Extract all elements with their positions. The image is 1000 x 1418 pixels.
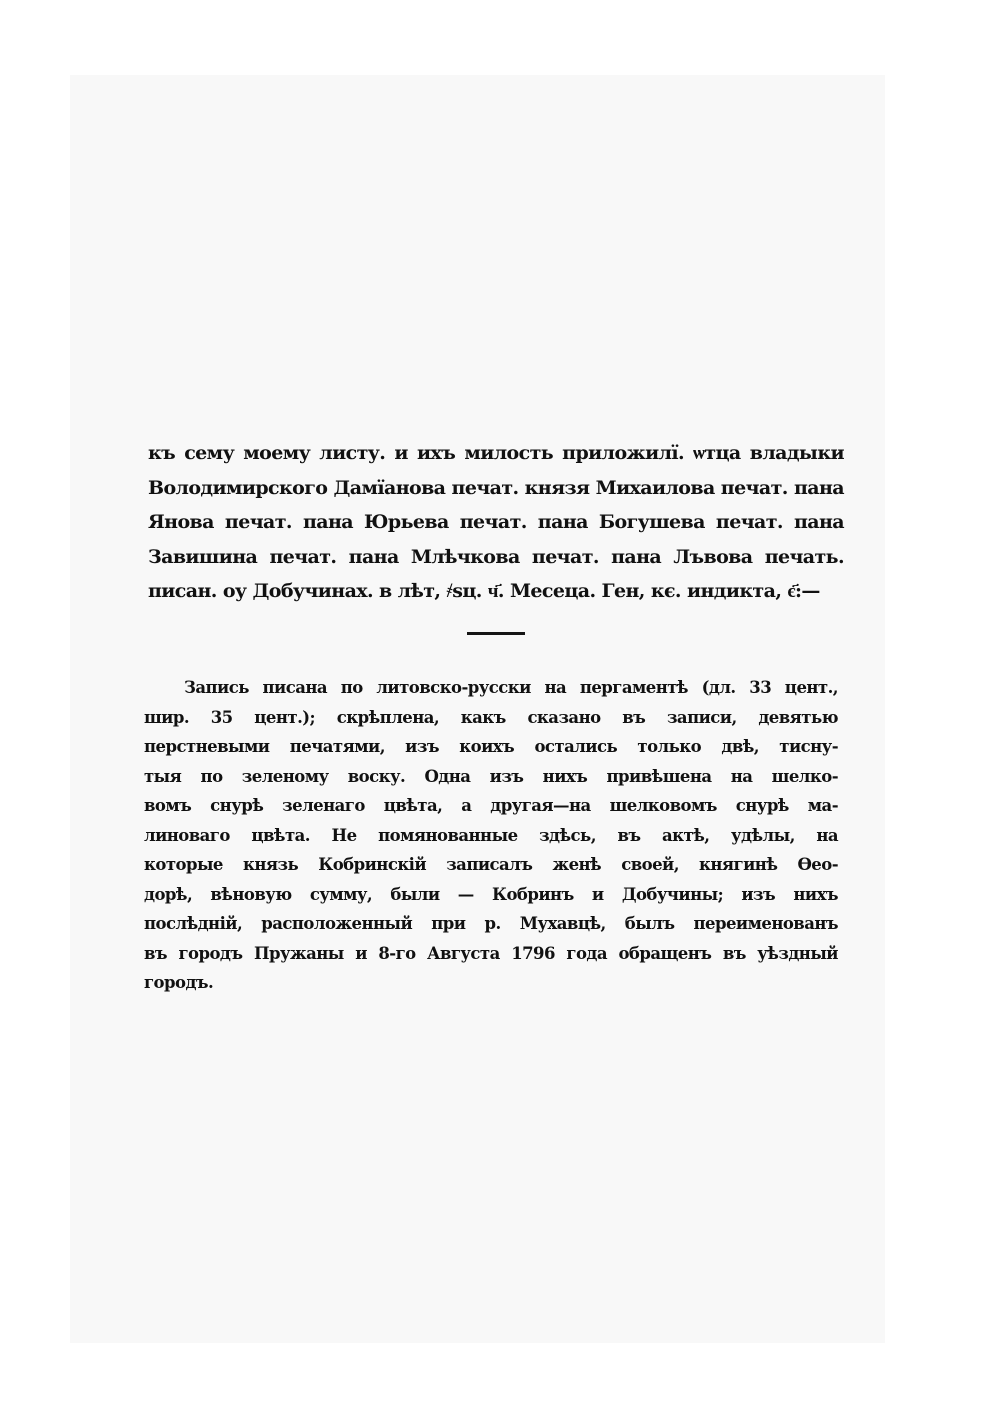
- note-line: вомъ снурѣ зеленаго цвѣта, а другая—на шелковомъ снурѣ ма-: [144, 796, 838, 815]
- note-line: тыя по зеленому воску. Одна изъ нихъ привѣшена на шелко-: [144, 766, 838, 786]
- note-line: шир. 35 цент.); скрѣплена, какъ сказано въ записи, девятью: [144, 707, 838, 727]
- note-line: городъ.: [144, 973, 214, 992]
- note-line: послѣдній, расположенный при р. Мухавцѣ, былъ переименованъ: [144, 914, 838, 933]
- note-line: Запись писана по литовско-русски на пергаментѣ (дл. 33 цент.,: [184, 678, 838, 697]
- charter-line: къ сему моему листу. и ихъ милость приложилї. ѡтца владыки: [148, 442, 844, 464]
- charter-line: писан. оу Добучинах. в лѣт, ҂sц. ч҃. Месеца. Ген, кє. индикта, є҃:—: [148, 580, 820, 602]
- note-line: въ городъ Пружаны и 8-го Августа 1796 года обращенъ въ уѣздный: [144, 943, 838, 963]
- note-line: дорѣ, вѣновую сумму, были — Кобринъ и Добучины; изъ нихъ: [144, 884, 838, 904]
- section-separator: [467, 632, 525, 635]
- note-line: которые князь Кобринскій записалъ женѣ своей, княгинѣ Ѳео-: [144, 855, 838, 874]
- charter-line: Янова печат. пана Юрьева печат. пана Богушева печат. пана: [148, 511, 844, 533]
- charter-line: Завишина печат. пана Млѣчкова печат. пана Лъвова печать.: [148, 545, 844, 568]
- charter-text: [148, 436, 844, 609]
- editorial-note: [144, 673, 838, 998]
- note-line: перстневыми печатями, изъ коихъ остались только двѣ, тисну-: [144, 737, 838, 756]
- note-line: линоваго цвѣта. Не помянованные здѣсь, въ актѣ, удѣлы, на: [144, 825, 838, 845]
- charter-line: Володимирского Дамїанова печат. князя Михаилова печат. пана: [148, 476, 844, 499]
